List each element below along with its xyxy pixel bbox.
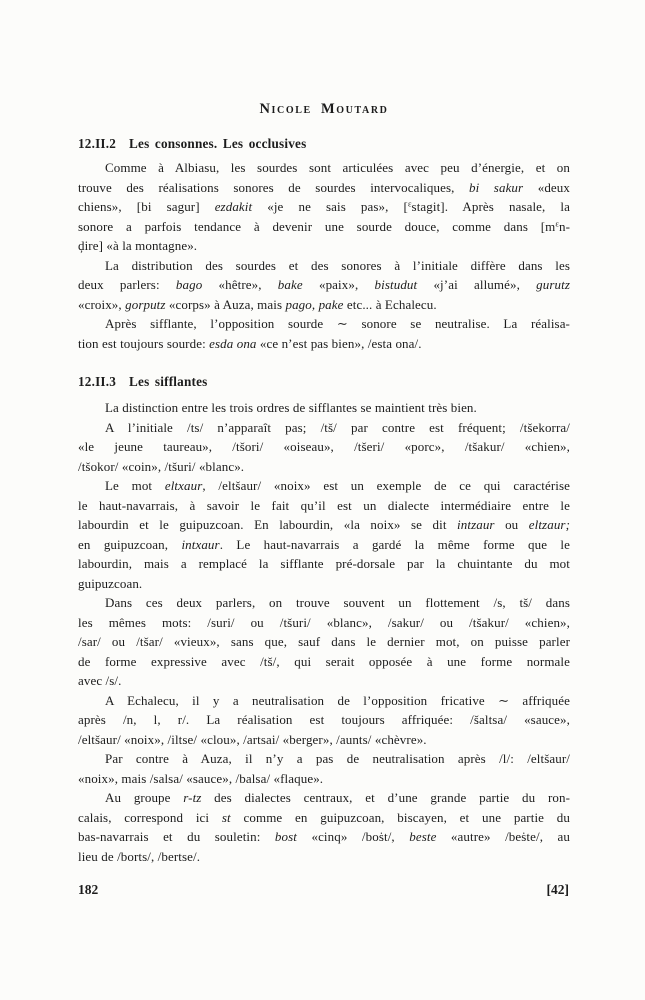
text-run-italic: bistudut: [374, 277, 418, 292]
text-run: , /eltšaur/ «noix» est un exemple de ce qui caractérise: [202, 478, 570, 493]
text-run: «j’ai allumé»,: [417, 277, 537, 292]
text-run-italic: eltzaur;: [528, 517, 570, 532]
text-line: [78, 554, 570, 574]
text-run: trouve des réalisations sonores de sourdes intervocaliques,: [78, 179, 469, 195]
text-line: [78, 256, 570, 276]
text-run: . Le haut-navarrais a gardé la même forme que le: [219, 536, 570, 552]
text-line: [78, 314, 570, 334]
page-footer: [78, 881, 569, 898]
text-run: lieu de /borts/, /bertse/.: [78, 848, 201, 864]
text-run: La distinction entre les trois ordres de sifflantes se maintient très bien.: [105, 400, 477, 415]
text-line: [78, 178, 570, 198]
text-line: [78, 334, 570, 354]
text-run: n-: [558, 218, 570, 234]
text-run: calais, correspond ici: [78, 809, 222, 825]
text-line: [78, 476, 570, 496]
paragraph: [78, 691, 570, 750]
section: [78, 373, 570, 866]
text-run: Par contre à Auza, il n’y a pas de neutralisation après /l/: /eltšaur/: [105, 751, 570, 766]
paragraph: [78, 314, 570, 353]
paragraph: [78, 256, 570, 315]
text-run-italic: esda ona: [209, 335, 257, 351]
text-run: deux parlers:: [78, 277, 176, 292]
text-run-italic: bi sakur: [468, 179, 524, 195]
text-run: ḑire] «à la montagne».: [78, 238, 198, 253]
text-run-italic: gorputz: [125, 296, 166, 312]
text-run: «corps» à Auza, mais: [165, 296, 286, 312]
text-run: «cinq» /boṡt/,: [297, 829, 410, 844]
text-run: A l’initiale /ts/ n’apparaît pas; /tš/ par contre est fréquent; /tšekorra/: [105, 419, 570, 435]
text-run: Dans ces deux parlers, on trouve souvent un flottement /s, tš/ dans: [105, 595, 570, 610]
text-line: [78, 652, 570, 672]
text-run: avec /s/.: [78, 673, 122, 688]
text-line: [78, 788, 570, 808]
text-run: ou: [494, 517, 529, 532]
text-run: «le jeune taureau», /tšori/ «oiseau», /tšeri/ «porc», /tšakur/ «chien»,: [78, 439, 570, 454]
text-line: [78, 515, 570, 535]
text-run-italic: ezdakit: [214, 199, 253, 214]
text-line: [78, 613, 570, 633]
paragraph: [78, 788, 570, 866]
text-run: Après sifflante, l’opposition sourde ∼ sonore se neutralise. La réalisa-: [105, 316, 570, 331]
text-run: A Echalecu, il y a neutralisation de l’opposition fricative ∼ affriquée: [105, 692, 570, 708]
text-run: Au groupe: [105, 790, 184, 805]
text-run-italic: bost: [274, 829, 297, 844]
paragraph: [78, 749, 570, 788]
text-run: en guipuzcoan,: [78, 536, 182, 552]
text-line: [78, 574, 570, 594]
text-run: labourdin et le guipuzcoan. En labourdin, «la noix» se dit: [78, 517, 458, 532]
section-title: Les consonnes. Les occlusives: [129, 136, 307, 151]
text-line: [78, 295, 570, 315]
text-line: [78, 418, 570, 438]
paragraph: [78, 158, 570, 256]
text-line: [78, 197, 570, 217]
paragraph: [78, 398, 570, 418]
text-line: [78, 593, 570, 613]
text-run: les mêmes mots: /suri/ ou /tšuri/ «blanc», /sakur/ ou /tšakur/ «chien»,: [78, 614, 570, 630]
text-run-italic: eltxaur: [164, 478, 203, 493]
text-run: La distribution des sourdes et des sonores à l’initiale diffère dans les: [105, 257, 570, 273]
text-run: Le mot: [105, 478, 165, 493]
text-run: «autre» /beṡte/, au: [436, 829, 570, 844]
text-line: [78, 691, 570, 711]
author: Nicole Moutard: [259, 101, 389, 117]
text-run: le haut-navarrais, à savoir le fait qu’il est un dialecte intermédiaire entre le: [78, 497, 570, 513]
text-line: [78, 217, 570, 237]
text-run: des dialectes centraux, et d’une grande partie du ron-: [201, 790, 570, 805]
text-line: [78, 398, 570, 418]
page-content: [78, 101, 570, 866]
text-run: «croix»,: [78, 296, 126, 312]
text-run: «je ne sais pas», [: [252, 199, 408, 214]
text-run: comme en guipuzcoan, biscayen, et une partie du: [230, 809, 570, 825]
section-heading: [78, 135, 570, 152]
text-run-italic: beste: [409, 829, 437, 844]
text-line: [78, 710, 570, 730]
text-run: «noix», mais /salsa/ «sauce», /balsa/ «flaque».: [78, 770, 324, 786]
page-body: [78, 135, 570, 866]
text-run-superscript: ε: [555, 218, 559, 228]
text-run: «ce n’est pas bien», /esta ona/.: [256, 335, 422, 351]
text-run: etc... à Echalecu.: [343, 296, 437, 312]
text-line: [78, 275, 570, 295]
text-run-italic: pago, pake: [285, 296, 344, 312]
paragraph: [78, 418, 570, 477]
text-run-italic: intzaur: [457, 517, 495, 532]
article-number: [42]: [546, 882, 569, 897]
text-run: «hêtre»,: [202, 277, 278, 292]
section-number: 12.II.2: [78, 136, 117, 151]
paragraph: [78, 476, 570, 593]
text-run: stagit]. Après nasale, la: [411, 199, 570, 214]
text-run: bas-navarrais et du souletin:: [78, 829, 275, 844]
text-line: [78, 236, 570, 256]
text-line: [78, 496, 570, 516]
text-run: «deux: [523, 179, 570, 195]
text-line: [78, 671, 570, 691]
text-run-italic: r-tz: [183, 790, 202, 805]
section-heading: [78, 373, 570, 390]
section-number: 12.II.3: [78, 374, 117, 389]
text-run-italic: bake: [277, 277, 303, 292]
text-line: [78, 535, 570, 555]
text-run: guipuzcoan.: [78, 575, 143, 591]
section-title: Les sifflantes: [129, 374, 208, 389]
text-line: [78, 457, 570, 477]
text-run: labourdin, mais a remplacé la sifflante pré-dorsale par la chuintante du mot: [78, 556, 570, 571]
text-run: /eltšaur/ «noix», /iltse/ «clou», /artsai/ «berger», /aunts/ «chèvre».: [78, 731, 427, 747]
text-run-superscript: ε: [407, 198, 412, 209]
text-run: /sar/ ou /tšar/ «vieux», sans que, sauf dans le dernier mot, on puisse parler: [78, 634, 570, 649]
text-run: de forme expressive avec /tš/, qui serait opposée à une forme normale: [78, 653, 570, 669]
text-line: [78, 158, 570, 178]
text-run: «paix»,: [302, 277, 375, 292]
text-line: [78, 632, 570, 652]
text-run-italic: intxaur: [181, 536, 220, 552]
paragraph: [78, 593, 570, 691]
text-run-italic: bago: [175, 277, 203, 292]
text-line: [78, 730, 570, 750]
text-run: après /n, l, r/. La réalisation est toujours affriquée: /šaltsa/ «sauce»,: [78, 712, 570, 727]
text-run: /tšokor/ «coin», /tšuri/ «blanc».: [78, 458, 245, 474]
text-run: sonore a parfois tendance à devenir une sourde douce, comme dans [m: [78, 218, 556, 234]
text-line: [78, 437, 570, 457]
text-run: chiens», [bi sagur]: [78, 199, 215, 214]
text-line: [78, 827, 570, 847]
text-line: [78, 847, 570, 867]
text-run-italic: st: [221, 809, 231, 825]
text-run: Comme à Albiasu, les sourdes sont articulées avec peu d’énergie, et on: [105, 160, 570, 175]
page-number: 182: [78, 882, 99, 897]
text-line: [78, 749, 570, 769]
text-line: [78, 769, 570, 789]
section: [78, 135, 570, 353]
text-run-italic: gurutz: [536, 277, 570, 292]
text-run: tion est toujours sourde:: [78, 335, 210, 351]
text-line: [78, 808, 570, 828]
